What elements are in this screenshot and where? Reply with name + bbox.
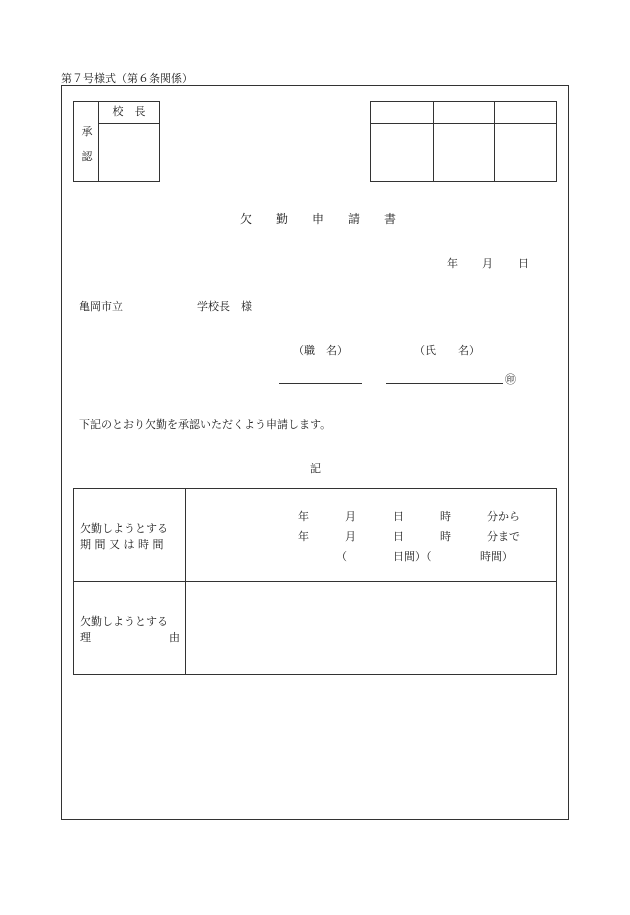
duration-days: 日間）（ (393, 550, 432, 563)
approval-label-2: 認 (81, 149, 93, 163)
seal-boxes (370, 101, 557, 182)
name-line (386, 383, 503, 384)
period-from-year: 年 (298, 510, 309, 523)
reason-label-2a: 理 (80, 631, 91, 644)
principal-label: 校 長 (112, 105, 146, 118)
seal-cell-1 (371, 124, 434, 182)
date-month: 月 (482, 257, 493, 270)
note-heading: 記 (310, 462, 321, 475)
request-text: 下記のとおり欠勤を承認いただくよう申請します。 (79, 418, 332, 431)
form-title: 欠 勤 申 請 書 (240, 212, 397, 226)
seal-mark: ㊞ (505, 373, 516, 386)
principal-header (99, 102, 160, 124)
seal-header-3 (495, 102, 557, 124)
approval-box (73, 101, 160, 182)
period-to-year: 年 (298, 530, 309, 543)
approval-side-cell (74, 102, 99, 182)
form-number: 第７号様式（第６条関係） (61, 72, 193, 85)
period-from-minute: 分から (487, 510, 520, 523)
period-to-minute: 分まで (487, 530, 520, 543)
period-label-2: 期 間 又 は 時 間 (80, 538, 164, 551)
seal-cell-2 (433, 124, 495, 182)
form-frame (61, 85, 569, 820)
date-year: 年 (447, 257, 458, 270)
period-from-hour: 時 (440, 510, 451, 523)
duration-hours: 時間） (480, 550, 513, 563)
position-label: （職 名） (293, 344, 348, 357)
period-from-day: 日 (393, 510, 404, 523)
reason-label-1: 欠勤しようとする (80, 615, 168, 628)
seal-cell-3 (495, 124, 557, 182)
reason-value-cell (186, 582, 557, 675)
seal-header-1 (371, 102, 434, 124)
period-label-cell (74, 489, 186, 582)
name-label: （氏 名） (414, 344, 480, 357)
principal-seal-cell (99, 124, 160, 182)
reason-label-cell (74, 582, 186, 675)
seal-header-2 (433, 102, 495, 124)
period-to-month: 月 (345, 530, 356, 543)
detail-table (73, 488, 557, 675)
position-line (279, 383, 362, 384)
period-to-hour: 時 (440, 530, 451, 543)
period-from-month: 月 (345, 510, 356, 523)
addressee-school: 学校長 様 (197, 300, 252, 313)
reason-label-2b: 由 (169, 631, 180, 644)
duration-open: （ (336, 550, 347, 563)
period-label-1: 欠勤しようとする (80, 522, 168, 535)
period-to-day: 日 (393, 530, 404, 543)
addressee-city: 亀岡市立 (79, 300, 123, 313)
date-day: 日 (518, 257, 529, 270)
approval-label-1: 承 (81, 124, 93, 138)
